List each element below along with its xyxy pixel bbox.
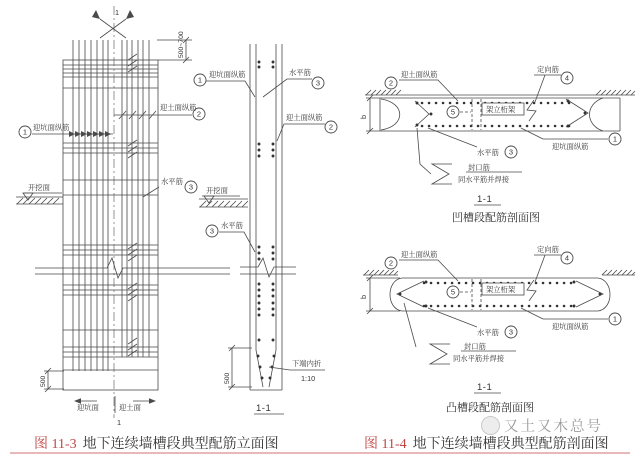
callout-label: 水平筋 — [289, 68, 311, 77]
bottom-divider-line — [10, 452, 630, 454]
callout-label: 迎土面纵筋 — [401, 70, 438, 79]
callout-pit-face-elev — [19, 123, 70, 138]
callout-num: 1 — [612, 314, 618, 324]
callout-horizontal-top-sect — [289, 68, 324, 89]
callout-soil-face-convex — [385, 250, 438, 269]
caption-fig-11-4 — [364, 433, 609, 453]
callout-label: 架立桁架 — [486, 105, 516, 114]
soil-face-side-label: 迎土面 — [119, 403, 141, 412]
callout-soil-face-sect — [286, 113, 337, 133]
callout-label: 水平筋 — [221, 221, 243, 230]
figure-subtitle: 凹槽段配筋剖面图 — [452, 212, 540, 224]
callout-num: 3 — [315, 78, 321, 88]
excavation-label: 开挖面 — [28, 183, 50, 192]
callout-num: 1 — [612, 134, 618, 144]
callout-label: 迎土面纵筋 — [286, 113, 323, 122]
callout-pit-face-concave — [552, 133, 621, 151]
callout-num: 4 — [564, 73, 570, 83]
callout-num: 5 — [450, 107, 456, 117]
callout-num: 2 — [196, 109, 202, 119]
callout-num: 2 — [388, 78, 394, 88]
seal-bar-note: 同水平筋并焊接 — [453, 354, 505, 363]
callout-label: 架立桁架 — [486, 285, 516, 294]
convex-labels — [359, 245, 621, 414]
section-title: 1-1 — [477, 382, 493, 393]
caption-text: 地下连续墙槽段典型配筋立面图 — [82, 437, 279, 452]
caption-number: 图 11-3 — [34, 437, 77, 452]
section-title: 1-1 — [477, 194, 493, 205]
caption-fig-11-3 — [34, 433, 279, 453]
section-mark-bottom: 1 — [117, 418, 122, 427]
callout-horizontal-bottom-sect — [206, 221, 244, 237]
callout-soil-face-concave — [385, 70, 438, 89]
callout-pit-face-convex — [552, 313, 621, 331]
lifting-point-icon — [100, 19, 126, 38]
callout-num: 2 — [388, 258, 394, 268]
callout-label: 水平筋 — [161, 177, 183, 186]
callout-num: 3 — [188, 182, 194, 192]
seal-bar-label: 封口筋 — [464, 342, 486, 351]
callout-label: 水平筋 — [477, 148, 499, 157]
section-mark-top: 1 — [115, 8, 120, 17]
dim-embedment: 500 — [224, 372, 231, 384]
callout-num: 5 — [450, 287, 456, 297]
callout-num: 3 — [508, 327, 514, 337]
seal-bar-note: 同水平筋并焊接 — [458, 175, 510, 184]
callout-num: 3 — [508, 147, 514, 157]
callout-num: 2 — [328, 122, 334, 132]
callout-label: 定向筋 — [537, 245, 559, 254]
figure-subtitle: 凸槽段配筋剖面图 — [446, 402, 534, 414]
callout-horizontal-elev — [161, 177, 197, 193]
pit-face-side-label: 迎坑面 — [77, 403, 99, 412]
caption-text: 地下连续墙槽段典型配筋剖面图 — [412, 437, 609, 452]
dim-width: b — [359, 114, 368, 119]
callout-label: 定向筋 — [537, 65, 559, 74]
callout-horizontal-concave — [477, 146, 517, 158]
callout-horizontal-convex — [477, 326, 517, 338]
callout-label: 迎土面纵筋 — [160, 103, 197, 112]
callout-label: 迎坑面纵筋 — [209, 70, 246, 79]
callout-label: 迎坑面纵筋 — [552, 142, 589, 151]
callout-num: 4 — [564, 253, 570, 263]
callout-truss-convex — [447, 285, 516, 298]
callout-num: 3 — [209, 226, 215, 236]
callout-soil-face-elev — [160, 103, 205, 120]
callout-num: 1 — [197, 75, 203, 85]
callout-pit-face-sect — [194, 70, 246, 86]
callout-label: 迎土面纵筋 — [401, 250, 438, 259]
callout-truss-concave — [447, 105, 516, 118]
watermark-text: 又土又木总号 — [504, 419, 603, 435]
section-labels — [194, 68, 337, 414]
excavation-label: 开挖面 — [206, 186, 228, 195]
elevation-linework — [16, 6, 230, 418]
callout-label: 迎坑面纵筋 — [33, 123, 70, 132]
dim-width: b — [359, 294, 368, 299]
convex-linework — [363, 255, 635, 393]
callout-label: 迎坑面纵筋 — [552, 322, 589, 331]
callout-label: 水平筋 — [477, 328, 499, 337]
seal-bar-label: 封口筋 — [468, 163, 490, 172]
concave-linework — [365, 75, 635, 205]
dim-protrusion: 500~700 — [178, 31, 185, 58]
callout-num: 1 — [22, 127, 28, 137]
bend-ratio: 1:10 — [301, 374, 316, 383]
bend-label: 下端内折 — [292, 359, 322, 368]
concave-labels — [359, 65, 621, 224]
section-title: 1-1 — [256, 403, 272, 414]
dim-embedment: 500 — [40, 375, 47, 387]
elevation-labels — [19, 8, 205, 427]
caption-number: 图 11-4 — [364, 437, 407, 452]
